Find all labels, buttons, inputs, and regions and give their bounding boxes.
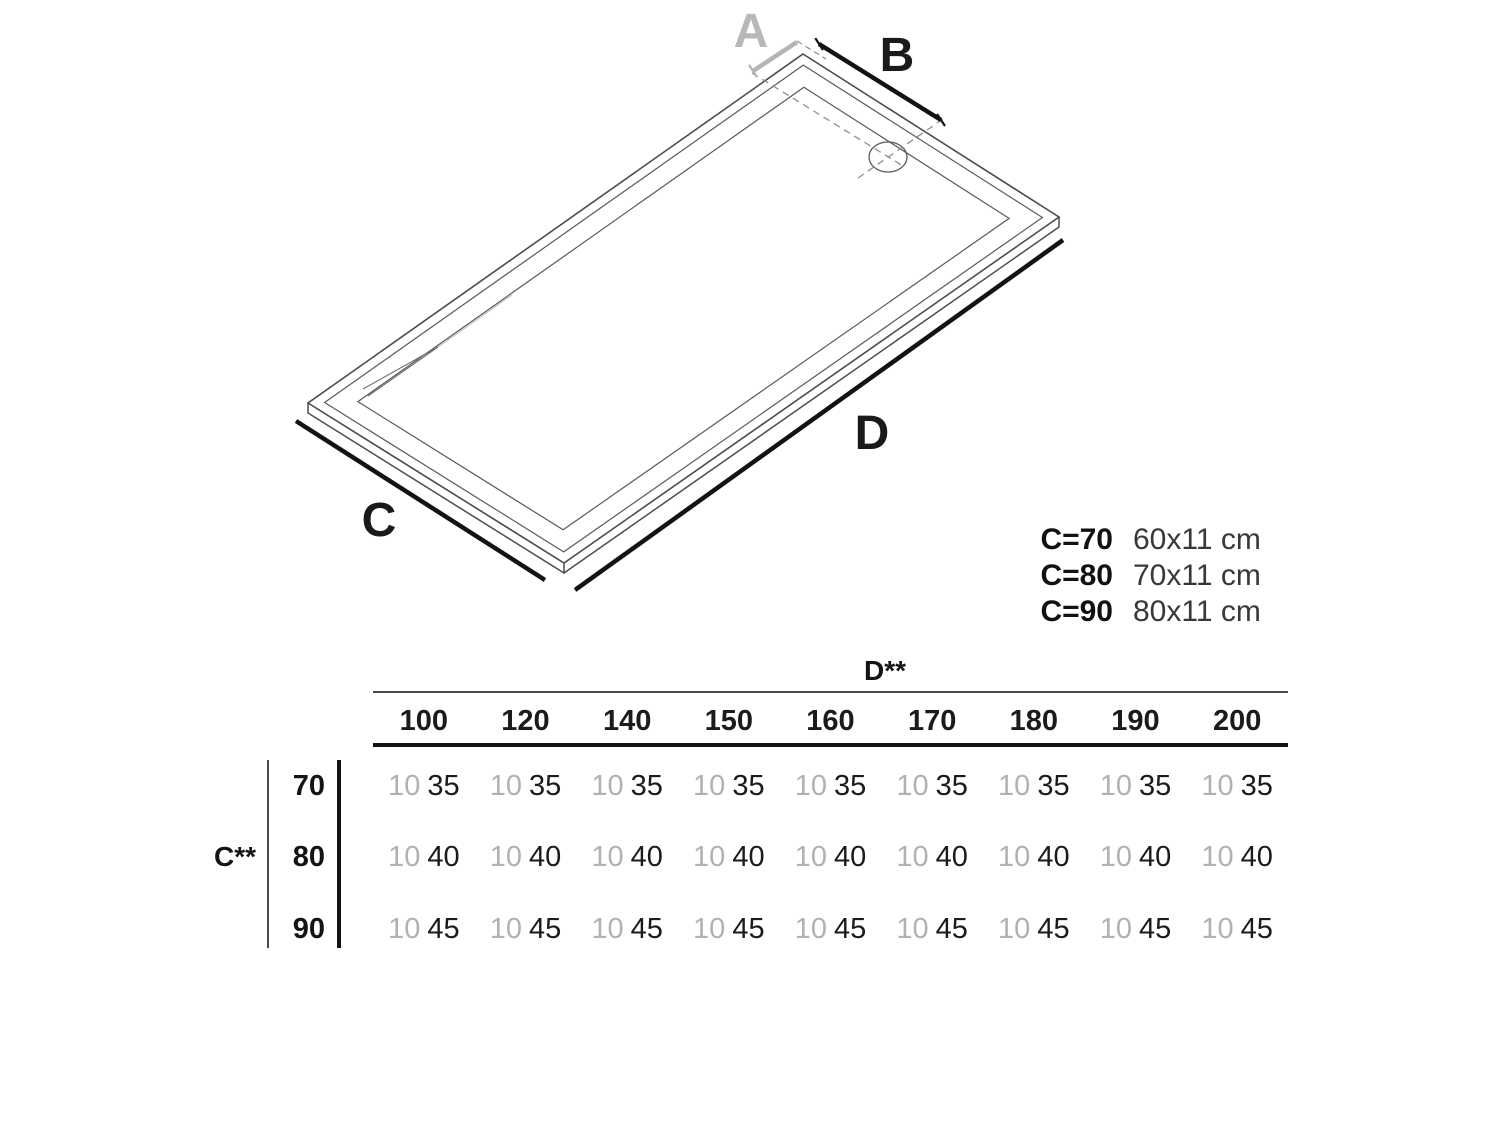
legend-value: 80x11 cm — [1133, 595, 1261, 628]
cell-value: 35 — [427, 770, 460, 802]
size-legend — [1013, 522, 1293, 630]
table-row-axis-label: C** — [213, 841, 256, 872]
table-cell — [983, 914, 1085, 944]
cell-depth: 10 — [1099, 913, 1132, 945]
legend-label: C=80 — [1040, 559, 1113, 592]
col-header: 170 — [907, 705, 957, 737]
col-header: 140 — [602, 705, 652, 737]
row-header: 70 — [292, 770, 325, 802]
row-header: 80 — [292, 841, 325, 873]
legend-label: C=70 — [1040, 523, 1113, 556]
cell-depth: 10 — [489, 770, 522, 802]
legend-label: C=90 — [1040, 595, 1113, 628]
label-a: A — [733, 5, 769, 58]
table-cell — [678, 842, 780, 872]
cell-depth: 10 — [794, 913, 827, 945]
col-header: 120 — [501, 705, 550, 737]
legend-value: 60x11 cm — [1133, 523, 1261, 556]
table-cell — [475, 842, 577, 872]
table-cell — [576, 842, 678, 872]
cell-value: 40 — [528, 841, 562, 873]
table-cell — [780, 842, 882, 872]
cell-value: 35 — [630, 770, 663, 802]
cell-value: 35 — [1037, 770, 1070, 802]
cell-value: 45 — [732, 913, 765, 945]
cell-value: 45 — [528, 913, 562, 945]
table-cell — [780, 771, 882, 801]
cell-value: 35 — [1138, 770, 1172, 802]
cell-depth: 10 — [693, 841, 726, 873]
col-header: 150 — [704, 705, 754, 737]
table-cell — [373, 771, 475, 801]
cell-depth: 10 — [591, 770, 624, 802]
cell-value: 40 — [630, 841, 663, 873]
cell-value: 45 — [833, 913, 867, 945]
table-row — [373, 842, 1288, 872]
cell-depth: 10 — [388, 913, 421, 945]
cell-depth: 10 — [998, 841, 1031, 873]
table-cell — [881, 914, 983, 944]
legend-row — [1013, 558, 1293, 594]
cell-depth: 10 — [1099, 841, 1132, 873]
col-header: 180 — [1009, 705, 1059, 737]
cell-value: 35 — [935, 770, 968, 802]
table-cell — [678, 771, 780, 801]
table-cell — [983, 771, 1085, 801]
cell-depth: 10 — [693, 770, 726, 802]
table-left-rule-thick — [337, 760, 341, 948]
table-cell — [881, 842, 983, 872]
table-cell — [576, 771, 678, 801]
table-top-rule — [373, 691, 1288, 693]
cell-value: 45 — [1240, 913, 1273, 945]
table-header-rule — [373, 743, 1288, 747]
cell-depth: 10 — [591, 841, 624, 873]
cell-depth: 10 — [388, 841, 421, 873]
cell-value: 40 — [1138, 841, 1172, 873]
label-b: B — [879, 29, 915, 82]
table-cell — [1085, 771, 1187, 801]
cell-depth: 10 — [998, 770, 1031, 802]
cell-depth: 10 — [794, 841, 827, 873]
table-cell — [780, 914, 882, 944]
table-cell — [1085, 842, 1187, 872]
col-header: 100 — [399, 705, 449, 737]
cell-depth: 10 — [794, 770, 827, 802]
table-cell — [1186, 914, 1288, 944]
table-cell — [373, 842, 475, 872]
cell-value: 35 — [833, 770, 867, 802]
table-left-rule-thin — [267, 760, 269, 948]
table-header-row — [373, 706, 1288, 736]
legend-row — [1013, 522, 1293, 558]
cell-depth: 10 — [1201, 913, 1234, 945]
cell-value: 40 — [935, 841, 968, 873]
table-cell — [475, 771, 577, 801]
table-cell — [983, 842, 1085, 872]
cell-value: 40 — [833, 841, 867, 873]
label-c: C — [361, 494, 397, 547]
cell-value: 35 — [528, 770, 562, 802]
cell-depth: 10 — [998, 913, 1031, 945]
cell-value: 45 — [1138, 913, 1172, 945]
cell-depth: 10 — [693, 913, 726, 945]
cell-depth: 10 — [489, 913, 522, 945]
cell-value: 45 — [1037, 913, 1070, 945]
cell-value: 40 — [732, 841, 765, 873]
cell-depth: 10 — [591, 913, 624, 945]
legend-value: 70x11 cm — [1133, 559, 1261, 592]
table-cell — [1186, 771, 1288, 801]
col-header: 160 — [806, 705, 855, 737]
table-cell — [678, 914, 780, 944]
cell-value: 40 — [1240, 841, 1273, 873]
table-col-axis-label: D** — [863, 655, 906, 686]
col-header: 200 — [1212, 705, 1262, 737]
cell-value: 35 — [732, 770, 765, 802]
cell-value: 40 — [427, 841, 460, 873]
cell-value: 45 — [427, 913, 460, 945]
table-cell — [881, 771, 983, 801]
cell-value: 35 — [1240, 770, 1273, 802]
cell-depth: 10 — [1201, 841, 1234, 873]
tray-outer-edge — [308, 54, 1059, 563]
table-row — [373, 771, 1288, 801]
row-header: 90 — [292, 913, 325, 945]
cell-depth: 10 — [896, 913, 929, 945]
table-cell — [373, 914, 475, 944]
cell-depth: 10 — [1099, 770, 1132, 802]
legend-row — [1013, 594, 1293, 630]
table-row — [373, 914, 1288, 944]
cell-depth: 10 — [1201, 770, 1234, 802]
cell-depth: 10 — [489, 841, 522, 873]
col-header: 190 — [1111, 705, 1160, 737]
table-cell — [1085, 914, 1187, 944]
table-cell — [475, 914, 577, 944]
cell-value: 40 — [1037, 841, 1070, 873]
cell-value: 45 — [630, 913, 663, 945]
cell-depth: 10 — [896, 770, 929, 802]
cell-value: 45 — [935, 913, 968, 945]
label-d: D — [854, 407, 890, 460]
cell-depth: 10 — [388, 770, 421, 802]
cell-depth: 10 — [896, 841, 929, 873]
table-cell — [576, 914, 678, 944]
table-cell — [1186, 842, 1288, 872]
